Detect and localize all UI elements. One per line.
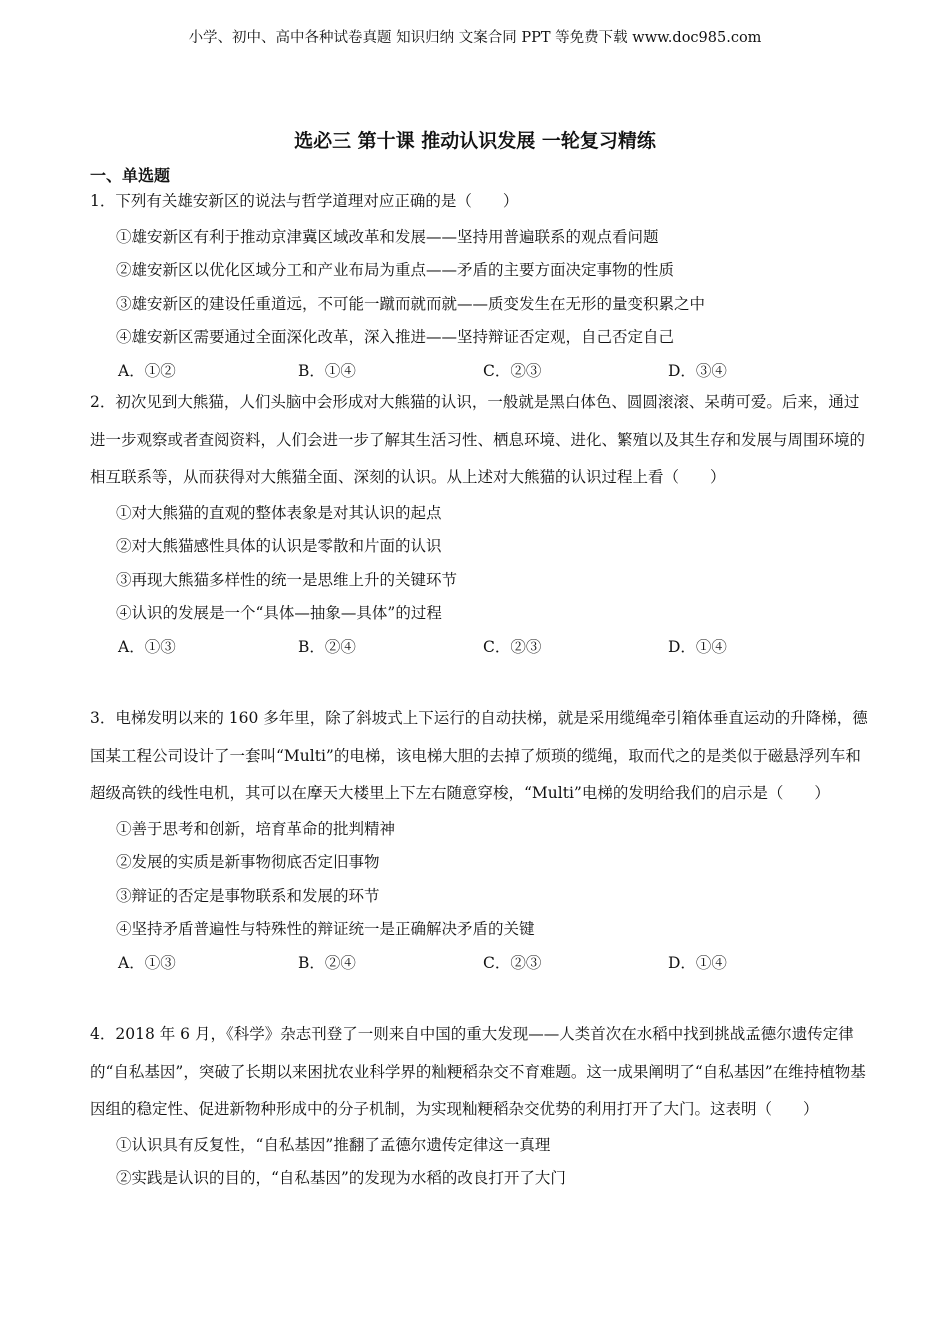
- choice-a: A．①③: [118, 637, 176, 656]
- question-stem: 4．2018 年 6 月，《科学》杂志刊登了一则来自中国的重大发现——人类首次在水稻中找到挑战孟德尔遗传定律的“自私基因”，突破了长期以来困扰农业科学界的籼粳稻杂交不育难题。这一成果阐明了“自私基因”在维持植物基因组的稳定性、促进新物种形成中的分子机制，为实现籼粳稻杂交优势的利用打开了大门。这表明（ ）: [90, 1025, 866, 1118]
- option-item: ②发展的实质是新事物彻底否定旧事物: [116, 853, 380, 871]
- option-item: ①认识具有反复性，“自私基因”推翻了孟德尔遗传定律这一真理: [116, 1135, 551, 1154]
- option-item: ③辩证的否定是事物联系和发展的环节: [116, 886, 380, 905]
- answer-choices: [90, 947, 870, 981]
- choice-d: D．③④: [668, 361, 727, 380]
- question-4: [90, 1016, 870, 1196]
- answer-choices: [90, 355, 870, 389]
- choice-c: C．②③: [483, 953, 542, 972]
- option-item: ②对大熊猫感性具体的认识是零散和片面的认识: [116, 537, 442, 555]
- choice-b: B．②④: [298, 637, 356, 656]
- question-stem: 2．初次见到大熊猫，人们头脑中会形成对大熊猫的认识，一般就是黑白体色、圆圆滚滚、呆萌可爱。后来，通过进一步观察或者查阅资料，人们会进一步了解其生活习性、栖息环境、进化、繁殖以及其生存和发展与周围环境的相互联系等，从而获得对大熊猫全面、深刻的认识。从上述对大熊猫的认识过程上看（ ）: [90, 393, 866, 486]
- option-item: ④坚持矛盾普遍性与特殊性的辩证统一是正确解决矛盾的关键: [116, 920, 535, 938]
- question-stem: 3．电梯发明以来的 160 多年里，除了斜坡式上下运行的自动扶梯，就是采用缆绳牵引箱体垂直运动的升降梯，德国某工程公司设计了一套叫“Multi”的电梯，该电梯大胆的去掉了烦琐的缆绳，取而代之的是类似于磁悬浮列车和超级高铁的线性电机，其可以在摩天大楼里上下左右随意穿梭，“Multi”电梯的发明给我们的启示是（ ）: [90, 709, 868, 802]
- option-item: ①善于思考和创新，培育革命的批判精神: [116, 819, 396, 838]
- choice-b: B．①④: [298, 361, 356, 380]
- option-item: ①雄安新区有利于推动京津冀区域改革和发展——坚持用普遍联系的观点看问题: [116, 227, 659, 246]
- page-title: 选必三 第十课 推动认识发展 一轮复习精练: [294, 130, 656, 152]
- choice-c: C．②③: [483, 361, 542, 380]
- question-1: [90, 183, 870, 388]
- option-item: ②雄安新区以优化区域分工和产业布局为重点——矛盾的主要方面决定事物的性质: [116, 261, 675, 279]
- question-3: [90, 700, 870, 980]
- option-item: ③雄安新区的建设任重道远，不可能一蹴而就而就——质变发生在无形的量变积累之中: [116, 294, 706, 313]
- option-item: ③再现大熊猫多样性的统一是思维上升的关键环节: [116, 570, 458, 589]
- choice-c: C．②③: [483, 637, 542, 656]
- option-item: ④认识的发展是一个“具体—抽象—具体”的过程: [116, 604, 442, 622]
- question-2: [90, 384, 870, 664]
- answer-choices: [90, 631, 870, 665]
- choice-d: D．①④: [668, 637, 727, 656]
- option-item: ②实践是认识的目的，“自私基因”的发现为水稻的改良打开了大门: [116, 1169, 566, 1187]
- question-stem: 1．下列有关雄安新区的说法与哲学道理对应正确的是（ ）: [90, 192, 519, 210]
- section-heading: 一、单选题: [90, 166, 171, 185]
- page-header: 小学、初中、高中各种试卷真题 知识归纳 文案合同 PPT 等免费下载 www.doc985.com: [188, 30, 762, 46]
- option-item: ①对大熊猫的直观的整体表象是对其认识的起点: [116, 503, 442, 522]
- choice-a: A．①③: [118, 953, 176, 972]
- choice-b: B．②④: [298, 953, 356, 972]
- option-item: ④雄安新区需要通过全面深化改革，深入推进——坚持辩证否定观，自己否定自己: [116, 328, 675, 346]
- choice-a: A．①②: [118, 361, 176, 380]
- choice-d: D．①④: [668, 953, 727, 972]
